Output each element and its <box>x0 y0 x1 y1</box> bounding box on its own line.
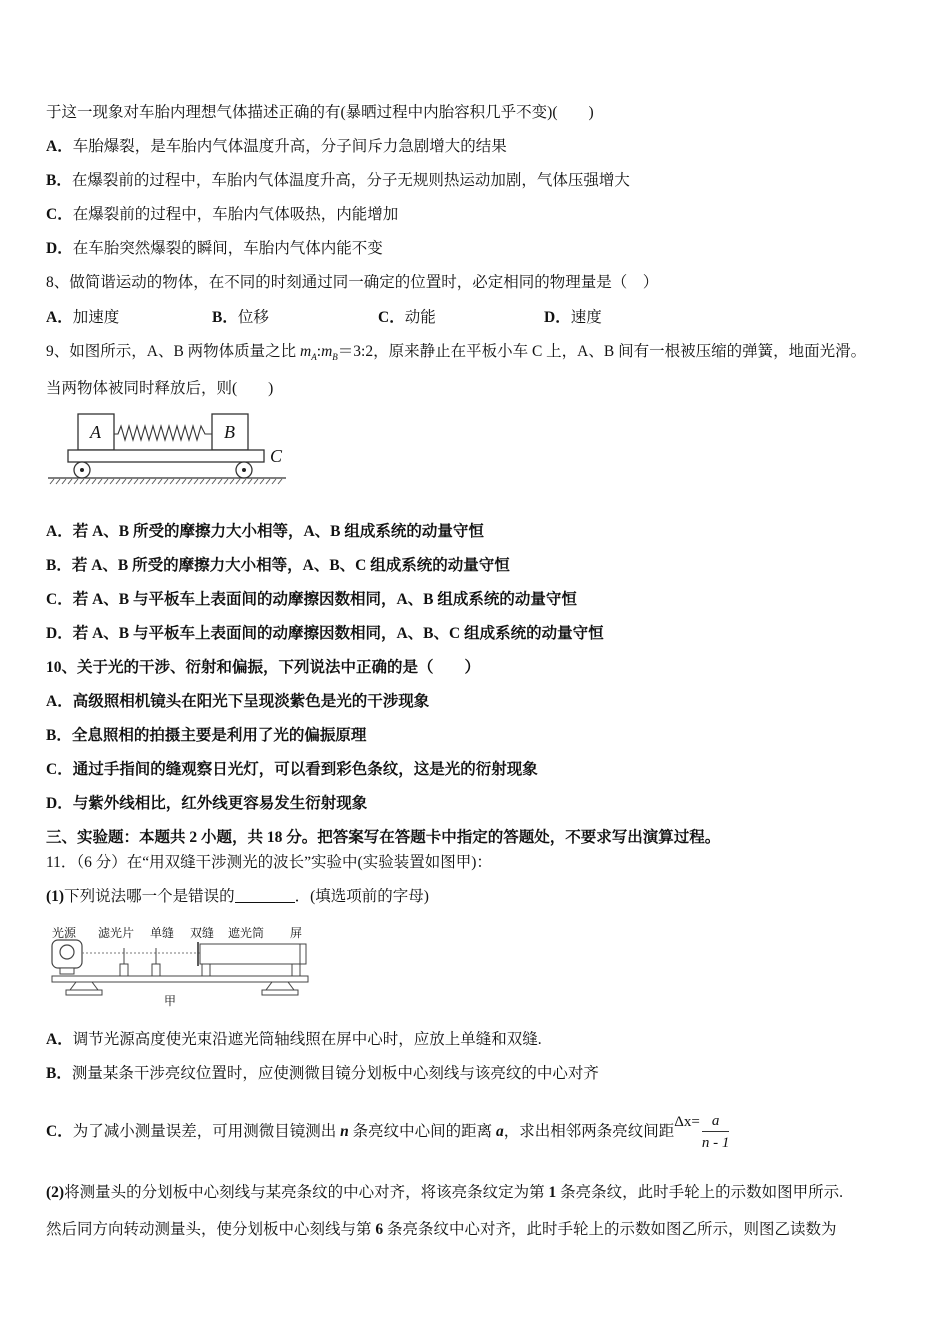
q9-option-b: B．若 A、B 所受的摩擦力大小相等，A、B、C 组成系统的动量守恒 <box>46 557 510 574</box>
q10-option-a: A．高级照相机镜头在阳光下呈现淡紫色是光的干涉现象 <box>46 693 430 710</box>
q7-option-b <box>46 171 630 191</box>
label-light-source: 光源 <box>52 926 77 940</box>
q10-option-c: C．通过手指间的缝观察日光灯，可以看到彩色条纹，这是光的衍射现象 <box>46 761 538 778</box>
formula-lhs: Δx= <box>674 1114 700 1130</box>
option-label: C． <box>378 309 405 326</box>
q11-option-b: B．测量某条干涉亮纹位置时，应使测微目镜分划板中心刻线与该亮纹的中心对齐 <box>46 1065 599 1082</box>
option-label: D． <box>46 240 73 257</box>
cart-spring-figure <box>44 404 294 494</box>
mass-a: $m_A$ <box>300 343 317 363</box>
q11-part2-line1: (2)将测量头的分划板中心刻线与某亮条纹的中心对齐，将该亮条纹定为第 1 条亮条纹，此时手轮上的示数如图甲所示. <box>46 1184 843 1201</box>
double-slit-apparatus-figure <box>46 920 316 1012</box>
q8-option-b <box>212 308 269 328</box>
option-text: 车胎爆裂，是车胎内气体温度升高，分子间斥力急剧增大的结果 <box>72 138 507 155</box>
q9-option-c: C．若 A、B 与平板车上表面间的动摩擦因数相同，A、B 组成系统的动量守恒 <box>46 591 577 608</box>
q7-option-c <box>46 205 398 225</box>
q7-option-a <box>46 137 507 157</box>
q11-part2-line2: 然后同方向转动测量头，使分划板中心刻线与第 6 条亮条纹中心对齐，此时手轮上的示数如图乙所示，则图乙读数为 <box>46 1221 837 1238</box>
q11-part1: (1)下列说法哪一个是错误的 ．(填选项前的字母) <box>46 888 429 905</box>
option-text: 在车胎突然爆裂的瞬间，车胎内气体内能不变 <box>72 240 383 257</box>
option-label: A． <box>46 138 73 155</box>
apparatus-diagram <box>46 920 316 1012</box>
figure-caption: 甲 <box>164 994 177 1008</box>
q8-stem: 8、做简谐运动的物体，在不同的时刻通过同一确定的位置时，必定相同的物理量是（ ） <box>46 274 659 291</box>
cart-spring-diagram <box>44 404 294 494</box>
q9-option-a: A．若 A、B 所受的摩擦力大小相等，A、B 组成系统的动量守恒 <box>46 523 484 540</box>
q9-stem-text-2: ＝3:2，原来静止在平板小车 C 上，A、B 间有一根被压缩的弹簧，地面光滑。 <box>337 343 867 360</box>
option-text: 速度 <box>570 309 602 326</box>
q10-option-d: D．与紫外线相比，红外线更容易发生衍射现象 <box>46 795 368 812</box>
option-text: 动能 <box>404 309 436 326</box>
option-text: 在爆裂前的过程中，车胎内气体温度升高，分子无规则热运动加剧，气体压强增大 <box>71 172 630 189</box>
label-double-slit: 双缝 <box>190 926 215 940</box>
option-label: B． <box>46 172 72 189</box>
mass-b: $m_B$ <box>321 343 338 363</box>
label-filter: 滤光片 <box>98 926 135 940</box>
answer-blank <box>235 888 295 903</box>
q9-stem-text: 9、如图所示，A、B 两物体质量之比 <box>46 343 301 360</box>
option-text: 加速度 <box>72 309 120 326</box>
q9-stem-line1: 9、如图所示，A、B 两物体质量之比 $m_A:m_B=3:2$，原来静止在平板小车 C 上，A、B 间有一根被压缩的弹簧，地面光滑。 <box>46 343 867 363</box>
q8-option-c <box>378 308 436 328</box>
q8-options <box>46 308 666 328</box>
q7-option-d <box>46 239 383 259</box>
option-label: C． <box>46 206 73 223</box>
q8-option-a <box>46 308 119 328</box>
q10-stem: 10、关于光的干涉、衍射和偏振，下列说法中正确的是（ ） <box>46 659 481 676</box>
cart-c-label: C <box>270 446 283 466</box>
q11-option-a: A．调节光源高度使光束沿遮光筒轴线照在屏中心时，应放上单缝和双缝. <box>46 1031 542 1048</box>
block-a-label: A <box>90 422 101 442</box>
q10-option-b: B．全息照相的拍摄主要是利用了光的偏振原理 <box>46 727 367 744</box>
block-b-label: B <box>224 422 235 442</box>
q11-stem: 11．（6 分）在“用双缝干涉测光的波长”实验中(实验装置如图甲)： <box>46 854 492 871</box>
option-label: D． <box>544 309 571 326</box>
option-label: B． <box>212 309 238 326</box>
q9-option-d: D．若 A、B 与平板车上表面间的动摩擦因数相同，A、B、C 组成系统的动量守恒 <box>46 625 604 642</box>
option-text: 在爆裂前的过程中，车胎内气体吸热，内能增加 <box>72 206 399 223</box>
q9-stem-line2: 当两物体被同时释放后，则( ) <box>46 380 274 397</box>
label-screen: 屏 <box>290 926 303 940</box>
q8-option-d <box>544 308 602 328</box>
q7-stem: 于这一现象对车胎内理想气体描述正确的有(暴晒过程中内胎容积几乎不变)( ) <box>46 104 594 121</box>
label-light-shield-tube: 遮光筒 <box>228 926 265 940</box>
fraction-formula: $\frac{a}{n - 1}$ <box>701 1112 730 1151</box>
section-3-heading: 三、实验题：本题共 2 小题，共 18 分。把答案写在答题卡中指定的答题处，不要求写出演算过程。 <box>46 829 721 846</box>
q11-option-c: C．为了减小测量误差，可用测微目镜测出 n 条亮纹中心间的距离 a，求出相邻两条亮纹间距Δx= $\frac{a}{n - 1}$ <box>46 1100 729 1154</box>
label-single-slit: 单缝 <box>150 926 175 940</box>
option-text: 位移 <box>237 309 269 326</box>
option-label: A． <box>46 309 73 326</box>
